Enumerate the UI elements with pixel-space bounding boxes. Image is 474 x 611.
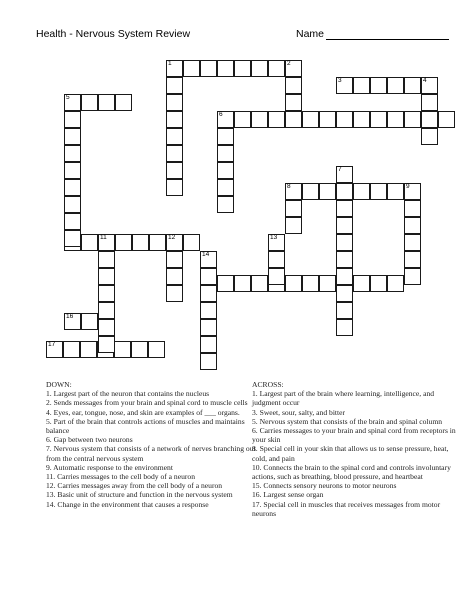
grid-cell[interactable]: [336, 200, 353, 217]
across-clue: 17. Special cell in muscles that receives messages from motor neurons: [252, 499, 441, 518]
grid-cell[interactable]: [148, 341, 165, 358]
across-heading: ACROSS:: [252, 380, 284, 389]
grid-cell[interactable]: [166, 111, 183, 128]
grid-cell[interactable]: [217, 145, 234, 162]
grid-cell[interactable]: [166, 234, 183, 251]
grid-cell[interactable]: [404, 217, 421, 234]
grid-cell[interactable]: [336, 234, 353, 251]
down-clue: 13. Basic unit of structure and function in the nervous system: [46, 490, 233, 500]
grid-cell[interactable]: [302, 275, 319, 292]
grid-cell[interactable]: [166, 162, 183, 179]
down-clue: 14. Change in the environment that causes a response: [46, 499, 209, 509]
grid-cell[interactable]: [217, 275, 234, 292]
clue-number: 3: [338, 77, 342, 84]
across-clues: [252, 380, 462, 518]
clue-number: 9: [406, 183, 410, 190]
across-clue: 8. Special cell in your skin that allows us to sense pressure, heat, cold, and pain: [252, 444, 449, 463]
grid-cell[interactable]: [319, 275, 336, 292]
worksheet-title: Health - Nervous System Review: [36, 28, 191, 40]
grid-cell[interactable]: [149, 234, 166, 251]
clue-number: 4: [423, 77, 427, 84]
down-clue: 2. Sends messages from your brain and spinal cord to muscle cells: [46, 398, 248, 408]
grid-cell[interactable]: [268, 268, 285, 285]
clue-number: 7: [338, 166, 342, 173]
grid-cell[interactable]: [217, 196, 234, 213]
grid-cell[interactable]: [404, 183, 421, 200]
grid-cell[interactable]: [353, 275, 370, 292]
grid-cell[interactable]: [336, 77, 353, 94]
clue-number: 2: [287, 60, 291, 67]
grid-cell[interactable]: [268, 234, 285, 251]
grid-cell[interactable]: [217, 60, 234, 77]
clue-number: 8: [287, 183, 291, 190]
grid-cell[interactable]: [285, 200, 302, 217]
grid-cell[interactable]: [336, 183, 353, 200]
grid-cell[interactable]: [81, 313, 98, 330]
grid-cell[interactable]: [114, 341, 131, 358]
grid-cell[interactable]: [115, 234, 132, 251]
grid-cell[interactable]: [200, 302, 217, 319]
down-clue: 9. Automatic response to the environment: [46, 462, 173, 472]
grid-cell[interactable]: [319, 183, 336, 200]
grid-cell[interactable]: [200, 60, 217, 77]
grid-cell[interactable]: [404, 111, 421, 128]
grid-cell[interactable]: [319, 111, 336, 128]
across-clue: 1. Largest part of the brain where learning, intelligence, and judgment occur: [252, 389, 435, 408]
grid-cell[interactable]: [64, 111, 81, 128]
grid-cell[interactable]: [81, 94, 98, 111]
down-clue: 6. Gap between two neurons: [46, 435, 133, 445]
grid-cell[interactable]: [268, 60, 285, 77]
across-clue: 16. Largest sense organ: [252, 490, 324, 500]
grid-cell[interactable]: [166, 60, 183, 77]
grid-cell[interactable]: [285, 217, 302, 234]
clue-section: [0, 380, 474, 611]
grid-cell[interactable]: [404, 200, 421, 217]
grid-cell[interactable]: [217, 179, 234, 196]
grid-cell[interactable]: [285, 60, 302, 77]
grid-cell[interactable]: [132, 234, 149, 251]
down-clue: 5. Part of the brain that controls actions of muscles and maintains balance: [46, 416, 245, 436]
across-clue: 3. Sweet, sour, salty, and bitter: [252, 407, 346, 417]
grid-cell[interactable]: [217, 128, 234, 145]
grid-cell[interactable]: [64, 213, 81, 230]
grid-cell[interactable]: [387, 183, 404, 200]
grid-cell[interactable]: [234, 60, 251, 77]
grid-cell[interactable]: [81, 234, 98, 251]
down-clue: 1. Largest part of the neuron that contains the nucleus: [46, 389, 210, 399]
grid-cell[interactable]: [64, 94, 81, 111]
grid-cell[interactable]: [404, 234, 421, 251]
grid-cell[interactable]: [217, 111, 234, 128]
grid-cell[interactable]: [98, 319, 115, 336]
grid-cell[interactable]: [251, 60, 268, 77]
down-clue: 12. Carries messages away from the cell body of a neuron: [46, 481, 223, 491]
down-heading: DOWN:: [46, 380, 72, 389]
down-clue: 7. Nervous system that consists of a network of nerves branching out from the central nervous system: [46, 444, 256, 463]
grid-cell[interactable]: [131, 341, 148, 358]
clue-number: 6: [219, 111, 223, 118]
grid-cell[interactable]: [387, 111, 404, 128]
grid-cell[interactable]: [200, 285, 217, 302]
grid-cell[interactable]: [336, 166, 353, 183]
clue-number: 1: [168, 60, 172, 67]
grid-cell[interactable]: [251, 275, 268, 292]
grid-cell[interactable]: [404, 268, 421, 285]
grid-cell[interactable]: [115, 94, 132, 111]
clue-number: 13: [270, 234, 278, 241]
grid-cell[interactable]: [336, 251, 353, 268]
grid-cell[interactable]: [200, 251, 217, 268]
grid-cell[interactable]: [285, 77, 302, 94]
grid-cell[interactable]: [421, 77, 438, 94]
grid-cell[interactable]: [80, 341, 97, 358]
grid-cell[interactable]: [387, 275, 404, 292]
grid-cell[interactable]: [183, 234, 200, 251]
grid-cell[interactable]: [438, 111, 455, 128]
grid-cell[interactable]: [336, 268, 353, 285]
grid-cell[interactable]: [285, 275, 302, 292]
grid-cell[interactable]: [421, 128, 438, 145]
across-clue: 5. Nervous system that consists of the brain and spinal column: [252, 416, 443, 426]
grid-cell[interactable]: [268, 111, 285, 128]
grid-cell[interactable]: [302, 183, 319, 200]
grid-cell[interactable]: [353, 77, 370, 94]
grid-cell[interactable]: [200, 336, 217, 353]
grid-cell[interactable]: [166, 128, 183, 145]
grid-cell[interactable]: [166, 94, 183, 111]
across-clue: 10. Connects the brain to the spinal cord and controls involuntary actions, such as breathing, blood pressure, and heartbeat: [252, 462, 451, 482]
grid-cell[interactable]: [353, 111, 370, 128]
grid-cell[interactable]: [404, 251, 421, 268]
grid-cell[interactable]: [251, 111, 268, 128]
grid-cell[interactable]: [166, 251, 183, 268]
grid-cell[interactable]: [64, 128, 81, 145]
grid-cell[interactable]: [370, 77, 387, 94]
grid-cell[interactable]: [370, 275, 387, 292]
grid-cell[interactable]: [98, 336, 115, 353]
across-clue: 15. Connects sensory neurons to motor neurons: [252, 481, 397, 491]
clue-number: 17: [48, 341, 56, 348]
name-label: Name: [296, 28, 325, 40]
across-clue: 6. Carries messages to your brain and spinal cord from receptors in your skin: [252, 426, 456, 445]
grid-cell[interactable]: [217, 162, 234, 179]
grid-cell[interactable]: [353, 183, 370, 200]
grid-cell[interactable]: [234, 111, 251, 128]
clue-number: 5: [66, 94, 70, 101]
down-clue: 11. Carries messages to the cell body of a neuron: [46, 472, 196, 482]
grid-cell[interactable]: [421, 111, 438, 128]
grid-cell[interactable]: [98, 302, 115, 319]
clue-number: 11: [100, 234, 107, 241]
grid-cell[interactable]: [370, 111, 387, 128]
grid-cell[interactable]: [63, 341, 80, 358]
grid-cell[interactable]: [98, 234, 115, 251]
grid-cell[interactable]: [336, 111, 353, 128]
grid-cell[interactable]: [285, 94, 302, 111]
grid-cell[interactable]: [370, 183, 387, 200]
grid-cell[interactable]: [98, 285, 115, 302]
grid-cell[interactable]: [302, 111, 319, 128]
grid-cell[interactable]: [200, 319, 217, 336]
grid-cell[interactable]: [98, 268, 115, 285]
grid-cell[interactable]: [404, 77, 421, 94]
grid-cell[interactable]: [64, 145, 81, 162]
grid-cell[interactable]: [64, 313, 81, 330]
grid-cell[interactable]: [336, 319, 353, 336]
grid-cell[interactable]: [268, 251, 285, 268]
grid-cell[interactable]: [64, 179, 81, 196]
grid-cell[interactable]: [166, 145, 183, 162]
clue-number: 14: [202, 251, 210, 258]
down-clue: 4. Eyes, ear, tongue, nose, and skin are examples of ___ organs.: [46, 407, 240, 417]
grid-cell[interactable]: [387, 77, 404, 94]
clue-number: 16: [66, 313, 74, 320]
grid-cell[interactable]: [64, 196, 81, 213]
grid-cell[interactable]: [98, 94, 115, 111]
clue-number: 12: [168, 234, 176, 241]
grid-cell[interactable]: [183, 60, 200, 77]
grid-cell[interactable]: [64, 162, 81, 179]
grid-cell[interactable]: [166, 179, 183, 196]
grid-cell[interactable]: [421, 94, 438, 111]
grid-cell[interactable]: [98, 251, 115, 268]
grid-cell[interactable]: [200, 268, 217, 285]
grid-cell[interactable]: [200, 353, 217, 370]
grid-cell[interactable]: [166, 77, 183, 94]
grid-cell[interactable]: [166, 268, 183, 285]
grid-cell[interactable]: [64, 230, 81, 247]
grid-cell[interactable]: [234, 275, 251, 292]
grid-cell[interactable]: [166, 285, 183, 302]
grid-cell[interactable]: [336, 217, 353, 234]
grid-cell[interactable]: [46, 341, 63, 358]
grid-cell[interactable]: [336, 285, 353, 302]
down-clues: [46, 380, 256, 509]
grid-cell[interactable]: [336, 302, 353, 319]
grid-cell[interactable]: [285, 183, 302, 200]
grid-cell[interactable]: [285, 111, 302, 128]
